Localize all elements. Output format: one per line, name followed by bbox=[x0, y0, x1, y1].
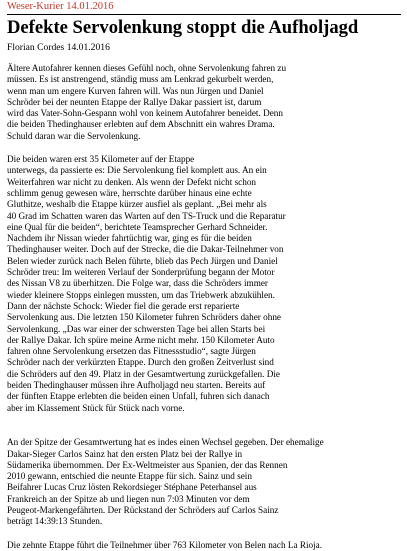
paragraph-line bbox=[7, 426, 401, 437]
paragraph-line: Thedinghauser weiter. Doch auf der Strecke, die die Dakar-Teilnehmer von bbox=[7, 244, 284, 255]
paragraph-line: wieder kleinere Stopps einlegen mussten, um das Triebwerk abzukühlen. bbox=[7, 289, 275, 300]
paragraph-line: wird das Vater-Sohn-Gespann wohl von keinem Autofahrer beneidet. Denn bbox=[7, 108, 283, 119]
paragraph-line: Ältere Autofahrer kennen dieses Gefühl noch, ohne Servolenkung fahren zu bbox=[7, 63, 287, 73]
paragraph-line: Servolenkung aus. Die letzten 150 Kilometer fuhren Schröders daher ohne bbox=[7, 312, 282, 323]
paragraph-line: Servolenkung. „Das war einer der schwersten Tage bei allen Starts bei bbox=[7, 323, 266, 334]
paragraph-line: Belen wieder zurück nach Belen führte, blieb das Pech Jürgen und Daniel bbox=[7, 255, 278, 266]
paragraph-line: die beiden Thedinghauser erlebten auf dem Abschnitt ein wahres Drama. bbox=[7, 119, 275, 130]
paragraph-line: Schröder bei der neunten Etappe der Rallye Dakar passiert ist, darum bbox=[7, 96, 262, 107]
paragraph-line: beträgt 14:39:13 Stunden. bbox=[7, 516, 103, 527]
paragraph-line: unterwegs, da passierte es: Die Servolenkung fiel komplett aus. An ein bbox=[7, 165, 267, 176]
paragraph-line: Frankreich an der Spitze ab und liegen nun 7:03 Minuten vor dem bbox=[7, 493, 250, 504]
paragraph-line: Die beiden waren erst 35 Kilometer auf der Etappe bbox=[7, 154, 195, 165]
article-paragraph bbox=[7, 426, 401, 528]
paragraph-line: der Rallye Dakar. Ich spüre meine Arme nicht mehr. 150 Kilometer Auto bbox=[7, 334, 275, 345]
source-label: Weser-Kurier 14.01.2016 bbox=[7, 1, 114, 12]
paragraph-line: Schuld daran war die Servolenkung. bbox=[7, 130, 141, 141]
paragraph-line: 40 Grad im Schatten waren das Warten auf den TS-Truck und die Reparatur bbox=[7, 210, 286, 221]
paragraph-line: eine Qual für die beiden“, berichtete Teamsprecher Gerhard Schneider. bbox=[7, 221, 268, 232]
paragraph-line: des Nissan V8 zu überhitzen. Die Folge war, dass die Schröders immer bbox=[7, 278, 268, 289]
paragraph-line: Nachdem ihr Nissan wieder fahrtüchtig war, ging es für die beiden bbox=[7, 233, 252, 244]
article-byline: Florian Cordes 14.01.2016 bbox=[7, 42, 110, 53]
paragraph-line: An der Spitze der Gesamtwertung hat es indes einen Wechsel gegeben. Der ehemalige bbox=[7, 437, 324, 448]
paragraph-line: Die zehnte Etappe führt die Teilnehmer über 763 Kilometer von Belen nach La Rioja. bbox=[7, 539, 323, 550]
paragraph-line: die Schröders auf den 49. Platz in der Gesamtwertung zurückgefallen. Die bbox=[7, 368, 280, 379]
article-paragraph bbox=[7, 63, 401, 142]
paragraph-line: beiden Thedinghauser müssen ihre Aufholjagd neu starten. Bereits auf bbox=[7, 380, 266, 391]
paragraph-line: Peugeot-Markengefährten. Der Rückstand der Schröders auf Carlos Sainz bbox=[7, 504, 279, 515]
paragraph-line: Weiterfahren war nicht zu denken. Als wenn der Defekt nicht schon bbox=[7, 176, 257, 187]
divider bbox=[7, 14, 401, 15]
paragraph-line: Dann der nächste Schock: Wieder fiel die gerade erst reparierte bbox=[7, 300, 240, 311]
paragraph-line: fahren ohne Servolenkung ersetzen das Fitnessstudio“, sagte Jürgen bbox=[7, 346, 256, 357]
paragraph-line: Schröder treu: Im weiteren Verlauf der Sonderprüfung begann der Motor bbox=[7, 267, 275, 278]
paragraph-line: 2010 gewann, entschied die neunte Etappe für sich. Sainz und sein bbox=[7, 471, 252, 482]
paragraph-line: wenn man um engere Kurven fahren will. Was nun Jürgen und Daniel bbox=[7, 85, 264, 96]
paragraph-line: der fünften Etappe erlebten die beiden einen Unfall, fuhren sich danach bbox=[7, 391, 270, 402]
article-headline: Defekte Servolenkung stoppt die Aufholjagd bbox=[7, 17, 359, 38]
paragraph-line: Gluthitze, weshalb die Etappe kürzer ausfiel als geplant. „Bei mehr als bbox=[7, 199, 267, 210]
paragraph-line: aber im Klassement Stück für Stück nach vorne. bbox=[7, 402, 185, 413]
article-paragraph bbox=[7, 540, 401, 551]
paragraph-line: Südamerika übernommen. Der Ex-Weltmeister aus Spanien, der das Rennen bbox=[7, 459, 288, 470]
paragraph-line: müssen. Es ist anstrengend, ständig muss am Lenkrad gekurbelt werden, bbox=[7, 74, 274, 85]
paragraph-line: Schröder nach der verkürzten Etappe. Durch den großen Zeitverlust sind bbox=[7, 357, 274, 368]
paragraph-line: Dakar-Sieger Carlos Sainz hat den ersten Platz bei der Rallye in bbox=[7, 448, 243, 459]
paragraph-line: Beifahrer Lucas Cruz lösten Rekordsieger Stéphane Peterhansel aus bbox=[7, 482, 257, 493]
paragraph-line: schlimm genug gewesen wäre, herrschte darüber hinaus eine echte bbox=[7, 187, 252, 198]
article-paragraph bbox=[7, 154, 401, 414]
